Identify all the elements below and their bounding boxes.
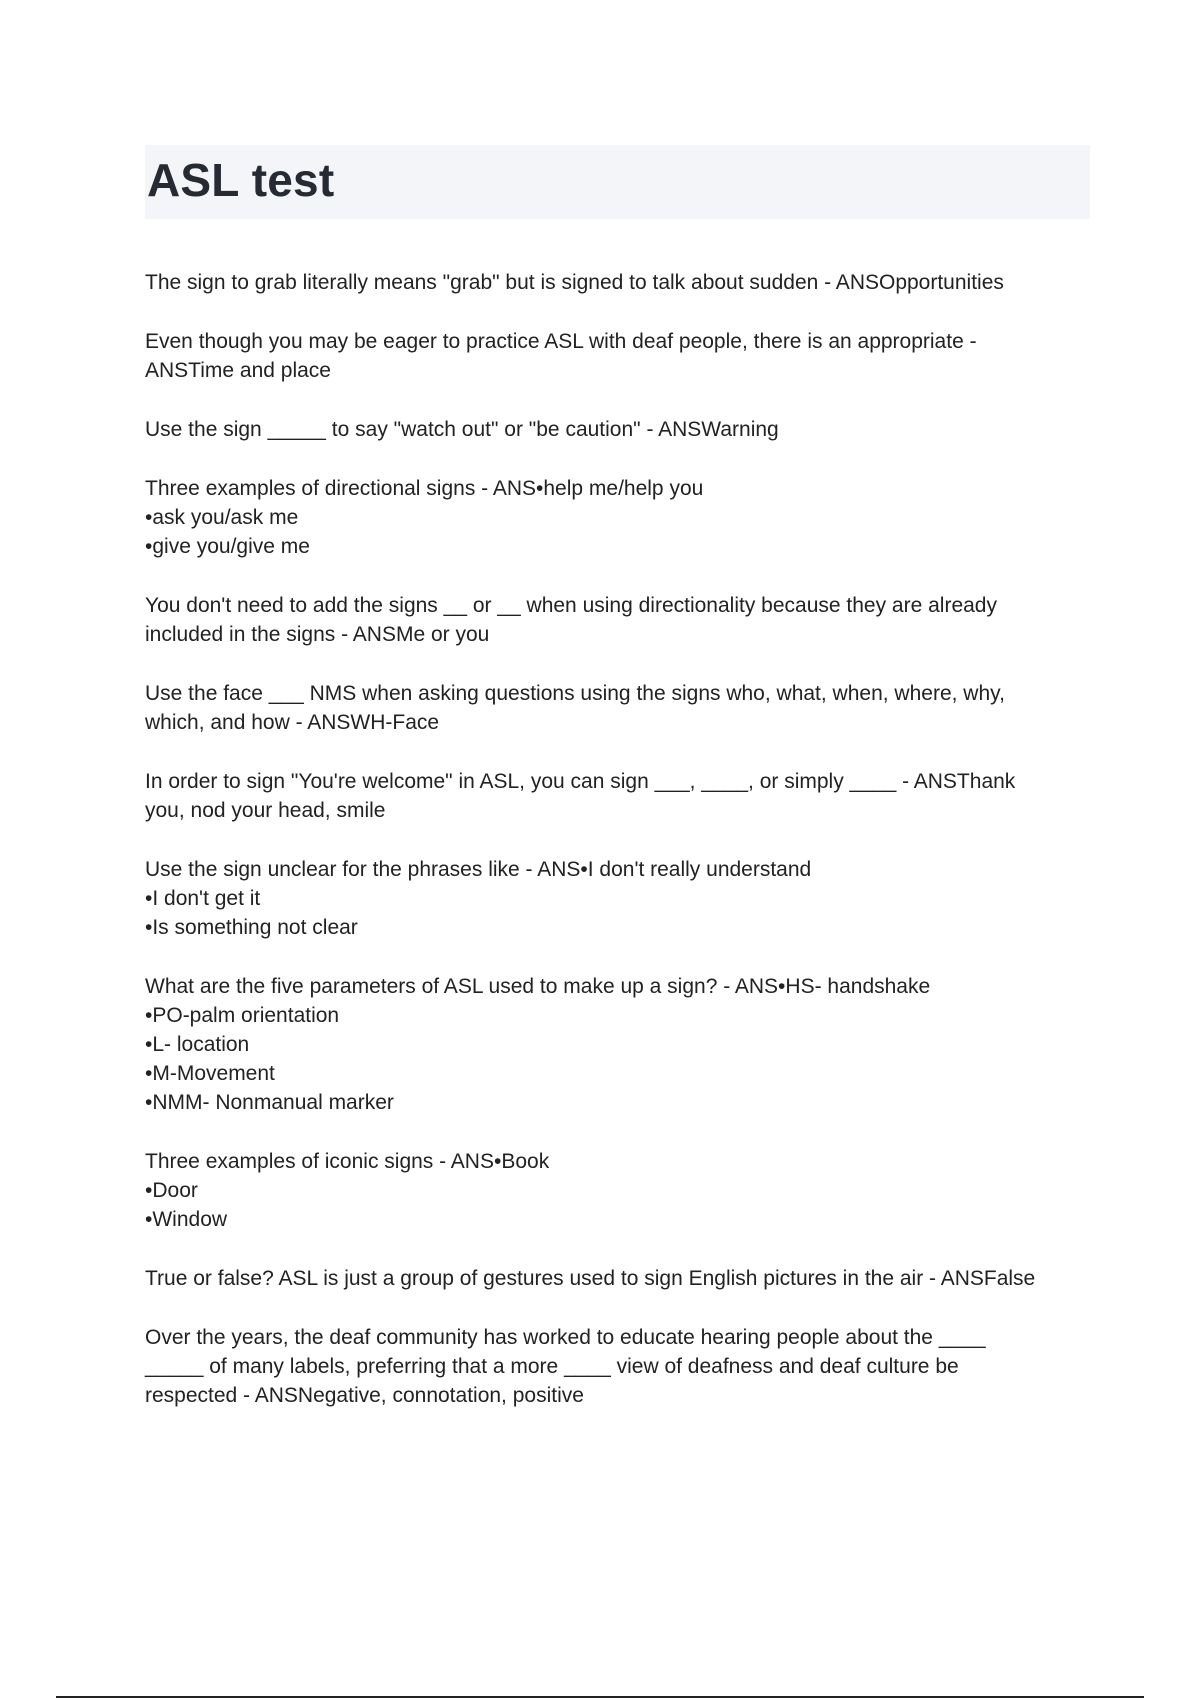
qa-line: Use the face ___ NMS when asking questions using the signs who, what, when, where, why, [145,682,1005,705]
qa-line: The sign to grab literally means "grab" but is signed to talk about sudden - ANSOpportunities [145,271,1004,294]
qa-line: •L- location [145,1033,250,1056]
qa-item [145,972,1095,1117]
qa-list [145,268,1095,1440]
qa-line: •NMM- Nonmanual marker [145,1091,394,1114]
page-title: ASL test [147,154,335,206]
qa-item [145,679,1095,737]
qa-item [145,591,1095,649]
qa-line: included in the signs - ANSMe or you [145,623,490,646]
qa-item [145,767,1095,825]
qa-line: Use the sign _____ to say "watch out" or "be caution" - ANSWarning [145,418,779,441]
qa-line: Three examples of directional signs - ANS•help me/help you [145,477,704,500]
qa-line: you, nod your head, smile [145,799,386,822]
qa-line: •PO-palm orientation [145,1004,340,1027]
qa-item [145,855,1095,942]
qa-line: Over the years, the deaf community has worked to educate hearing people about the ____ [145,1326,986,1349]
qa-line: _____ of many labels, preferring that a more ____ view of deafness and deaf culture be [145,1355,959,1378]
qa-item [145,474,1095,561]
qa-item [145,415,1095,444]
qa-line: Three examples of iconic signs - ANS•Book [145,1150,550,1173]
qa-line: •Window [145,1208,228,1231]
qa-line: Use the sign unclear for the phrases like - ANS•I don't really understand [145,858,812,881]
qa-line: •ask you/ask me [145,506,299,529]
qa-item [145,1147,1095,1234]
qa-line: respected - ANSNegative, connotation, positive [145,1384,584,1407]
qa-line: You don't need to add the signs __ or __ when using directionality because they are already [145,594,997,617]
qa-line: •M-Movement [145,1062,275,1085]
title-banner [145,145,1090,219]
qa-line: ANSTime and place [145,359,331,382]
qa-line: What are the five parameters of ASL used to make up a sign? - ANS•HS- handshake [145,975,931,998]
qa-line: •I don't get it [145,887,261,910]
qa-line: Even though you may be eager to practice ASL with deaf people, there is an appropriate - [145,330,977,353]
footer-divider [56,1696,1144,1698]
qa-line: •give you/give me [145,535,310,558]
qa-line: In order to sign "You're welcome" in ASL, you can sign ___, ____, or simply ____ - ANSThank [145,770,1016,793]
qa-line: •Is something not clear [145,916,358,939]
qa-item [145,268,1095,297]
qa-item [145,1264,1095,1293]
qa-line: which, and how - ANSWH-Face [145,711,440,734]
qa-item [145,327,1095,385]
qa-item [145,1323,1095,1410]
qa-line: •Door [145,1179,198,1202]
qa-line: True or false? ASL is just a group of gestures used to sign English pictures in the air - ANSFalse [145,1267,1036,1290]
